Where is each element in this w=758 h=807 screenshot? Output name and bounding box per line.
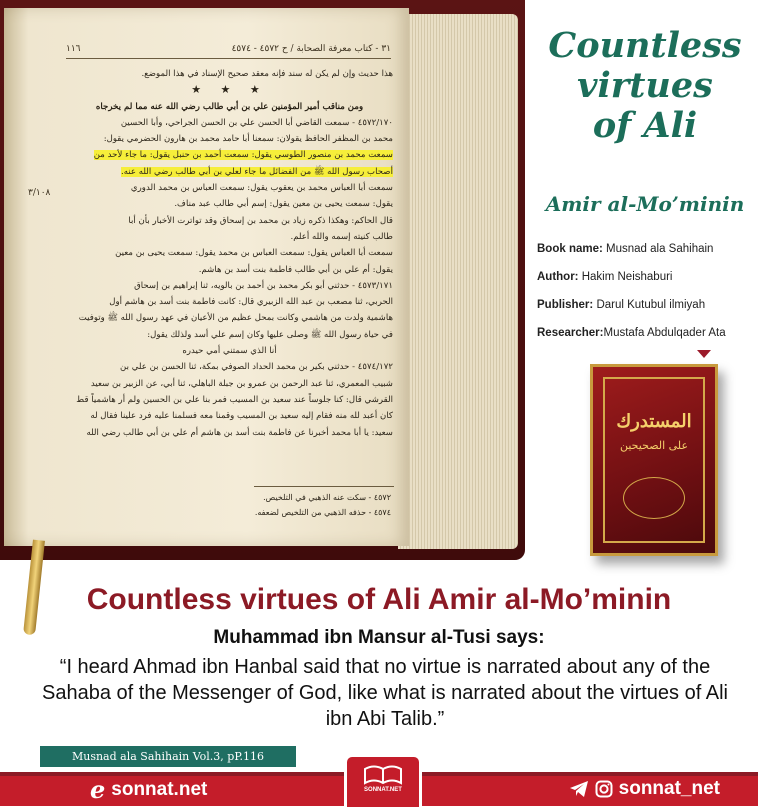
- page-header: [66, 44, 391, 59]
- arabic-text-line: الحربي، ثنا مصعب بن عبد الله الزبيري قال: كانت فاطمة بنت أسد بن هاشم أول: [109, 297, 393, 308]
- meta-publisher: [537, 296, 757, 324]
- meta-value: Darul Kutubul ilmiyah: [596, 299, 706, 311]
- arabic-text-line: ومن مناقب أمير المؤمنين علي بن أبي طالب رضي الله عنه مما لم يخرجاه: [95, 101, 364, 112]
- down-triangle-icon: [697, 350, 711, 358]
- social-link[interactable]: [569, 778, 720, 800]
- arabic-text-line: هاشمية ولدت من هاشمي وكانت بمحل عظيم من الأعيان في عهد رسول الله ﷺ وتوفيت: [78, 313, 393, 324]
- arabic-text-line: سمعت أبا العباس محمد بن يعقوب يقول: سمعت العباس بن محمد الدوري: [130, 183, 393, 194]
- open-book-icon: [363, 763, 403, 785]
- footnotes: [204, 490, 391, 520]
- footnote-divider: [254, 486, 394, 487]
- arabic-text-line: [66, 164, 393, 180]
- arabic-text-line: هذا حديث وإن لم يكن له سند فإنه معقد صحيح الإسناد في هذا الموضع.: [141, 69, 393, 79]
- arabic-text-line: سمعت أبا العباس يقول: سمعت العباس بن محمد يقول: سمعت يحيى بن معين: [115, 248, 393, 259]
- book-metadata: [537, 240, 757, 352]
- meta-value: Hakim Neishaburi: [581, 271, 673, 283]
- arabic-text-line: ٤٥٧٤/١٧٢ - حدثني بكير بن محمد الحداد الصوفي بمكة، ثنا الحسن بن علي بن: [120, 362, 393, 373]
- margin-reference: ٣/١٠٨: [28, 188, 51, 198]
- arabic-text-line: ٤٥٧٣/١٧١ - حدثني أبو بكر محمد بن أحمد بن بالويه، ثنا إبراهيم بن إسحاق: [134, 280, 393, 291]
- title-line: Countless: [548, 25, 742, 66]
- title-line: of Ali: [592, 105, 698, 146]
- arabic-text-line: ٤٥٧٢/١٧٠ - سمعت القاضي أبا الحسن علي بن الحسن الجراحي، وأبا الحسين: [120, 117, 393, 128]
- book-page: [4, 8, 409, 546]
- subtitle: Amir al-Mo’minin: [545, 192, 745, 216]
- speaker-line: Muhammad ibn Mansur al-Tusi says:: [213, 627, 545, 648]
- arabic-text-line: يقول: أم علي بن أبي طالب فاطمة بنت أسد بن هاشم.: [198, 264, 393, 275]
- highlighted-text: أصحاب رسول الله ﷺ من الفضائل ما جاء لعلي بن أبي طالب رضي الله عنه.: [120, 166, 393, 177]
- meta-label: Publisher:: [537, 299, 594, 311]
- meta-value: Mustafa Abdulqader Ata: [603, 327, 726, 339]
- book-image: [0, 0, 525, 560]
- page-number: ١١٦: [66, 44, 81, 54]
- arabic-text-line: [66, 147, 393, 163]
- meta-researcher: [537, 324, 757, 352]
- source-reference: Musnad ala Sahihain Vol.3, pP.116: [40, 746, 296, 767]
- cover-subtitle: على الصحيحين: [619, 439, 689, 452]
- title-line: virtues: [577, 65, 713, 106]
- highlighted-text: سمعت محمد بن منصور الطوسي يقول: سمعت أحمد بن حنبل يقول: ما جاء لأحد من: [93, 150, 393, 161]
- meta-label: Author:: [537, 271, 579, 283]
- site-logo[interactable]: [344, 754, 422, 807]
- title: [540, 26, 750, 146]
- arabic-text-line: أنا الذي سمتني أمي حيدره: [182, 346, 277, 357]
- meta-label: Book name:: [537, 243, 603, 255]
- arabic-text-line: شبيب المعمري، ثنا عبد الرحمن بن عمرو بن جبلة الباهلي، ثنا أبي، عن الزبير بن سعيد: [90, 378, 393, 389]
- social-handle: sonnat_net: [618, 778, 720, 799]
- book-cover: [590, 364, 718, 556]
- arabic-text-line: طالب كنيته إسمه والله أعلم.: [290, 231, 393, 242]
- logo-text: SONNAT.NET: [364, 787, 402, 793]
- arabic-text-line: يقول: سمعت يحيى بن معين يقول: إسم أبي طالب عبد مناف.: [174, 199, 393, 210]
- arabic-text-line: ★ ★ ★: [191, 83, 268, 97]
- arabic-text-line: محمد بن المظفر الحافظ يقولان: سمعنا أبا حامد محمد بن هارون الحضرمي يقول:: [103, 134, 393, 145]
- arabic-text-line: في حياة رسول الله ﷺ وصلى عليها وكان إسم علي أسد ولذلك يقول:: [147, 329, 393, 340]
- arabic-text-body: [66, 66, 393, 441]
- cover-ornament: [623, 477, 685, 519]
- page-header-text: ٣١ - كتاب معرفة الصحابة / ح ٤٥٧٢ - ٤٥٧٤: [231, 44, 391, 54]
- meta-book-name: [537, 240, 757, 268]
- meta-value: Musnad ala Sahihain: [606, 243, 714, 255]
- arabic-text-line: قال الحاكم: وهكذا ذكره زياد بن محمد بن إسحاق وقد تواترت الأخبار بأن أبا: [128, 215, 393, 226]
- cover-title: المستدرك: [616, 411, 692, 432]
- meta-label: Researcher:: [537, 327, 604, 339]
- page-edges: [398, 14, 518, 549]
- arabic-text-line: كان أعبد لله منه فقام إليه سعيد بن المسيب وقمنا معه فسلمنا عليه فرد علينا فقال له: [90, 411, 393, 422]
- footer-bar: [0, 772, 758, 806]
- arabic-text-line: القرشي قال: كنا جلوساً عند سعيد بن المسيب فمر بنا علي بن الحسين ولم أر هاشمياً قط: [76, 394, 393, 405]
- instagram-icon: [595, 780, 613, 798]
- quote-text: “I heard Ahmad ibn Hanbal said that no virtue is narrated about any of the Sahaba of the Messenger of God, like what is narrated about the virtues of Ali ibn Abi Talib.”: [42, 656, 728, 730]
- meta-author: [537, 268, 757, 296]
- arabic-text-line: سعيد: يا أبا محمد أخبرنا عن فاطمة بنت أسد بن هاشم أم علي بن أبي طالب رضي الله: [86, 427, 393, 438]
- headline: Countless virtues of Ali Amir al-Mo’minin: [86, 583, 672, 616]
- telegram-icon: [569, 780, 589, 798]
- internet-explorer-icon: e: [90, 775, 106, 804]
- website-link[interactable]: [90, 775, 208, 804]
- footnote: ٤٥٧٤ - حذفه الذهبي من التلخيص لضعفه.: [254, 508, 391, 517]
- website-text: sonnat.net: [111, 779, 208, 800]
- footnote: ٤٥٧٢ - سكت عنه الذهبي في التلخيص.: [263, 493, 391, 502]
